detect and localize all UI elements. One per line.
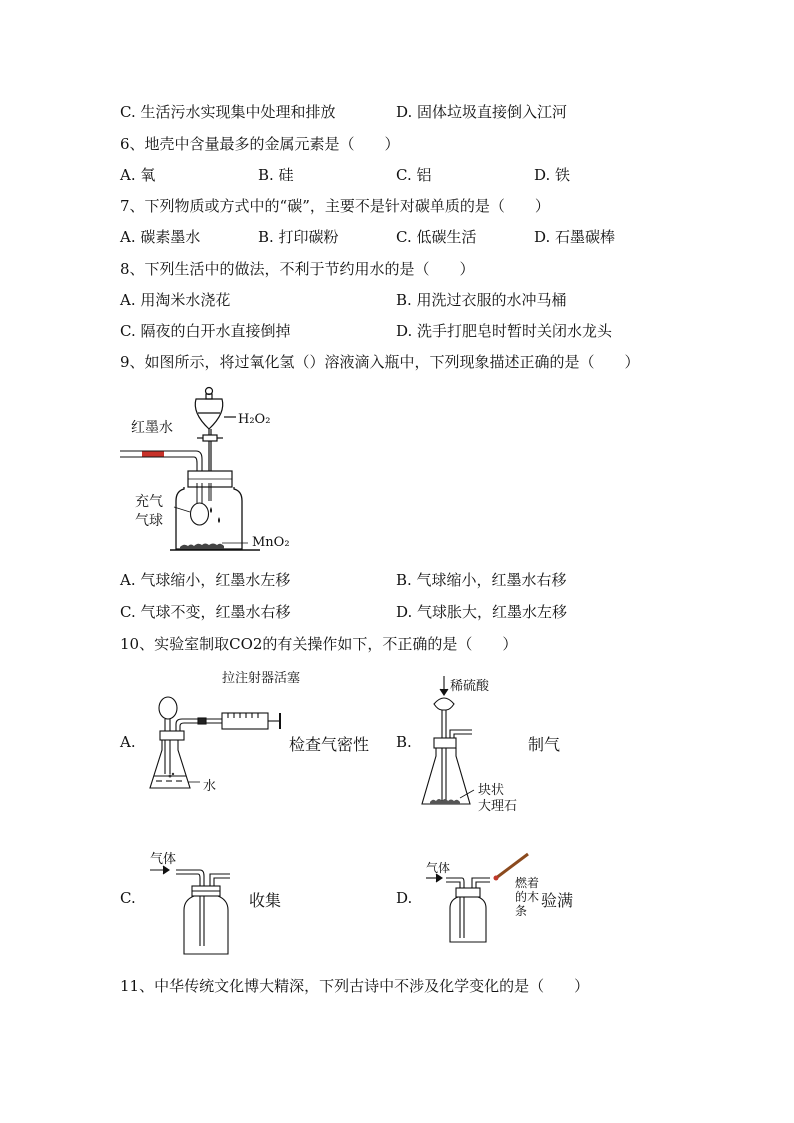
q7-option-c: C. 低碳生活 (396, 228, 477, 246)
q9-option-c: C. 气球不变，红墨水右移 (120, 603, 291, 621)
q10-c-gas-label: 气体 (150, 852, 177, 867)
q7-option-b: B. 打印碳粉 (258, 228, 339, 246)
q10-a-caption: 检查气密性 (289, 735, 370, 754)
block-label-line1: 块状 (478, 783, 505, 798)
balloon-label-line1: 充气 (135, 494, 163, 510)
q6-option-b: B. 硅 (258, 166, 294, 184)
h2o2-label: H₂O₂ (238, 412, 271, 427)
q10-d-letter: D. (396, 889, 413, 907)
marble-chips (430, 799, 460, 804)
water-label: 水 (203, 779, 217, 794)
q10-a-figure (148, 688, 288, 794)
q9-option-d: D. 气球胀大，红墨水左移 (396, 603, 568, 621)
block-label-line2: 大理石 (478, 799, 518, 814)
q5-option-d: D. 固体垃圾直接倒入江河 (396, 103, 568, 121)
dropping-funnel (195, 388, 236, 484)
q7-option-a: A. 碳素墨水 (120, 228, 201, 246)
dilute-sulfuric-acid-label: 稀硫酸 (450, 679, 490, 694)
q10-d-caption: 验满 (541, 891, 574, 910)
balloon-label-line2: 气球 (135, 513, 163, 529)
q8-stem: 8、下列生活中的做法，不利于节约用水的是（ ） (120, 260, 475, 278)
mno2-powder (180, 544, 224, 550)
q6-option-a: A. 氧 (120, 166, 156, 184)
q10-b-letter: B. (396, 733, 412, 751)
stick-label-line2: 的木 (515, 890, 540, 904)
q10-stem: 10、实验室制取CO2的有关操作如下，不正确的是（ ） (120, 635, 518, 653)
q8-option-c: C. 隔夜的白开水直接倒掉 (120, 322, 291, 340)
q6-option-d: D. 铁 (534, 166, 571, 184)
q5-option-c: C. 生活污水实现集中处理和排放 (120, 103, 336, 121)
q9-option-a: A. 气球缩小，红墨水左移 (120, 571, 291, 589)
q8-option-d: D. 洗手打肥皂时暂时关闭水龙头 (396, 322, 613, 340)
q10-c-letter: C. (120, 889, 136, 907)
red-ink-column (142, 452, 164, 457)
q10-d-gas-label: 气体 (426, 861, 451, 875)
q10-c-figure (148, 860, 248, 960)
q9-stem: 9、如图所示，将过氧化氢（）溶液滴入瓶中，下列现象描述正确的是（ ） (120, 353, 640, 371)
q10-b-caption: 制气 (528, 735, 561, 754)
q8-option-a: A. 用淘米水浇花 (120, 291, 231, 309)
red-ink-label: 红墨水 (131, 420, 173, 436)
syringe-piston-label: 拉注射器活塞 (222, 671, 301, 686)
q10-a-letter: A. (120, 733, 136, 751)
stick-label-line3: 条 (515, 904, 528, 918)
q11-stem: 11、中华传统文化博大精深，下列古诗中不涉及化学变化的是（ ） (120, 977, 590, 995)
q10-c-caption: 收集 (249, 891, 282, 910)
mno2-label: MnO₂ (252, 535, 290, 550)
balloon (191, 503, 209, 525)
q7-option-d: D. 石墨碳棒 (534, 228, 616, 246)
stick-label-line1: 燃着 (515, 876, 540, 890)
q6-stem: 6、地壳中含量最多的金属元素是（ ） (120, 135, 400, 153)
q7-stem: 7、下列物质或方式中的“碳”，主要不是针对碳单质的是（ ） (120, 197, 550, 215)
q6-option-c: C. 铝 (396, 166, 432, 184)
q8-option-b: B. 用洗过衣服的水冲马桶 (396, 291, 567, 309)
q9-option-b: B. 气球缩小，红墨水右移 (396, 571, 567, 589)
